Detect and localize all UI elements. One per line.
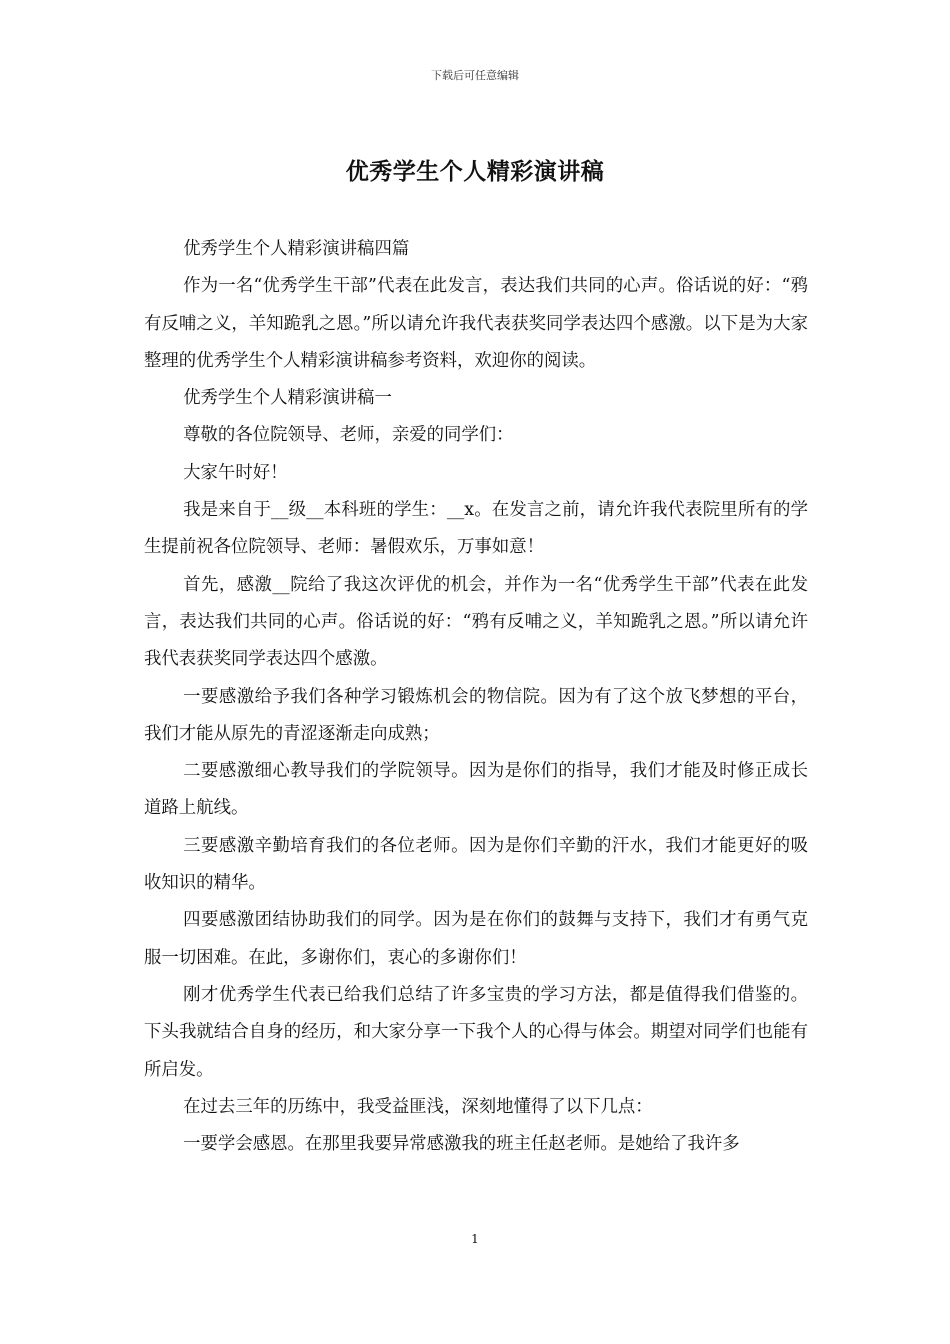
page-number: 1 [471, 1232, 479, 1246]
page-header: 下载后可任意编辑 [431, 69, 519, 82]
paragraph: 一要学会感恩。在那里我要异常感激我的班主任赵老师。是她给了我许多 [183, 1134, 740, 1155]
paragraph: 我是来自于__级__本科班的学生：__x。在发言之前，请允许我代表院里所有的学生提前祝各位院领导、老师：暑假欢乐，万事如意！ [144, 500, 808, 558]
paragraph: 优秀学生个人精彩演讲稿四篇 [183, 239, 410, 259]
paragraph: 四要感激团结协助我们的同学。因为是在你们的鼓舞与支持下，我们才有勇气克服一切困难。在此，多谢你们，衷心的多谢你们！ [144, 910, 808, 968]
document-body [144, 231, 808, 1163]
paragraph: 在过去三年的历练中，我受益匪浅，深刻地懂得了以下几点： [183, 1096, 653, 1117]
paragraph: 二要感激细心教导我们的学院领导。因为是你们的指导，我们才能及时修正成长道路上航线。 [144, 761, 808, 819]
paragraph: 优秀学生个人精彩演讲稿一 [183, 388, 392, 409]
paragraph: 一要感激给予我们各种学习锻炼机会的物信院。因为有了这个放飞梦想的平台，我们才能从原先的青涩逐渐走向成熟； [144, 686, 808, 744]
paragraph: 大家午时好！ [183, 462, 288, 483]
document-title: 优秀学生个人精彩演讲稿 [345, 158, 605, 185]
paragraph: 尊敬的各位院领导、老师，亲爱的同学们： [183, 425, 514, 446]
paragraph: 作为一名“优秀学生干部”代表在此发言，表达我们共同的心声。俗话说的好：“鸦有反哺之义，羊知跪乳之恩。”所以请允许我代表获奖同学表达四个感激。以下是为大家整理的优秀学生个人精彩演讲稿参考资料，欢迎你的阅读。 [144, 276, 808, 371]
paragraph: 首先，感激__院给了我这次评优的机会，并作为一名“优秀学生干部”代表在此发言，表达我们共同的心声。俗话说的好：“鸦有反哺之义，羊知跪乳之恩。”所以请允许我代表获奖同学表达四个感激。 [144, 574, 808, 670]
paragraph: 三要感激辛勤培育我们的各位老师。因为是你们辛勤的汗水，我们才能更好的吸收知识的精华。 [144, 835, 808, 894]
paragraph: 刚才优秀学生代表已给我们总结了许多宝贵的学习方法，都是值得我们借鉴的。下头我就结合自身的经历，和大家分享一下我个人的心得与体会。期望对同学们也能有所启发。 [144, 984, 808, 1080]
